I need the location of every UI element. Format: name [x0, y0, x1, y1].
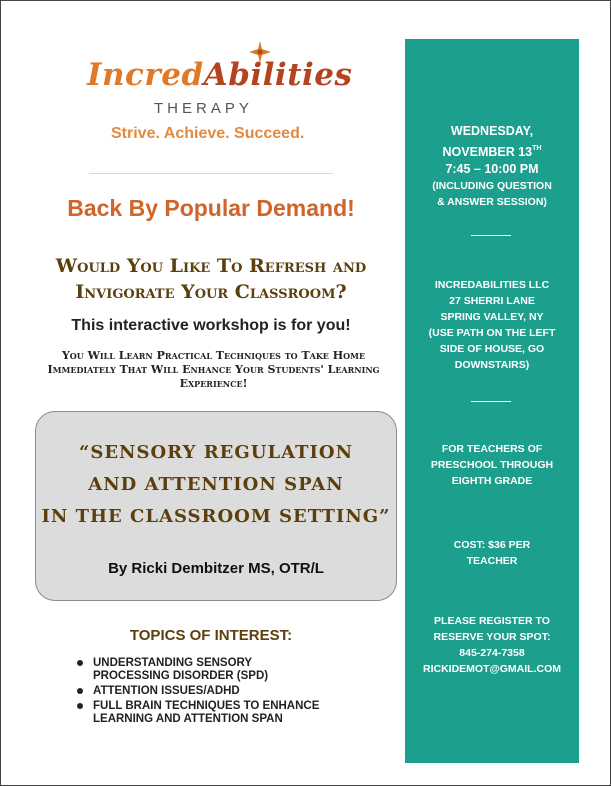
workshop-title-line-2: AND ATTENTION SPAN — [88, 474, 344, 495]
event-when — [405, 123, 579, 210]
event-note-1: (INCLUDING QUESTION — [432, 180, 552, 192]
learn-line-3: Experience! — [179, 377, 248, 390]
workshop-title-box — [35, 411, 397, 601]
logo-word-part2: Abilities — [203, 57, 353, 93]
register-line-1: PLEASE REGISTER TO — [434, 615, 550, 627]
event-audience — [405, 441, 579, 489]
register-phone: 845-274-7358 — [459, 647, 525, 659]
topic-line: ATTENTION ISSUES/ADHD — [93, 685, 240, 697]
location-line-1: INCREDABILITIES LLC — [434, 279, 550, 291]
divider — [471, 401, 511, 402]
author: By Ricki Dembitzer MS, OTR/L — [108, 560, 324, 577]
event-cost — [405, 537, 579, 569]
logo-subtitle: THERAPY — [154, 100, 253, 117]
learn-line-1: You Will Learn Practical Techniques to Take Home — [61, 349, 366, 362]
location-line-2: 27 SHERRI LANE — [449, 295, 535, 307]
cost-line-1: COST: $36 PER — [453, 539, 531, 551]
question-line-2: Invigorate Your Classroom? — [75, 281, 347, 303]
workshop-invite: This interactive workshop is for you! — [71, 317, 351, 334]
event-note-2: & ANSWER SESSION) — [437, 196, 547, 208]
topics-list — [77, 657, 417, 728]
workshop-title-line-1: “SENSORY REGULATION — [78, 442, 354, 463]
workshop-title-line-3: IN THE CLASSROOM SETTING” — [41, 506, 391, 527]
audience-line-1: FOR TEACHERS OF — [441, 443, 543, 455]
event-date — [405, 140, 579, 161]
info-sidebar — [405, 39, 579, 763]
bullet-icon — [77, 688, 83, 694]
topic-line: FULL BRAIN TECHNIQUES TO ENHANCE — [93, 700, 320, 712]
topic-line: LEARNING AND ATTENTION SPAN — [93, 713, 283, 725]
topic-line: UNDERSTANDING SENSORY — [93, 657, 253, 669]
audience-line-3: EIGHTH GRADE — [451, 475, 533, 487]
register-info — [405, 613, 579, 677]
event-location — [405, 277, 579, 373]
divider — [471, 235, 511, 236]
topic-line: PROCESSING DISORDER (SPD) — [93, 670, 269, 682]
location-line-5: SIDE OF HOUSE, GO — [439, 343, 545, 355]
audience-line-2: PRESCHOOL THROUGH — [430, 459, 554, 471]
topics-heading: TOPICS OF INTEREST: — [129, 627, 293, 644]
cost-line-2: TEACHER — [466, 555, 518, 567]
logo-wordmark — [87, 57, 353, 93]
location-line-4: (USE PATH ON THE LEFT — [428, 327, 556, 339]
location-line-6: DOWNSTAIRS) — [454, 359, 530, 371]
register-email: RICKIDEMOT@GMAIL.COM — [423, 663, 561, 675]
bullet-icon — [77, 703, 83, 709]
question-line-1: Would You Like To Refresh and — [55, 255, 367, 277]
event-time: 7:45 – 10:00 PM — [445, 162, 539, 176]
list-item — [77, 685, 417, 698]
location-line-3: SPRING VALLEY, NY — [440, 311, 544, 323]
event-day: WEDNESDAY, — [450, 124, 534, 138]
event-date-text: NOVEMBER 13 — [442, 145, 533, 159]
bullet-icon — [77, 660, 83, 666]
list-item — [77, 700, 417, 726]
learn-line-2: Immediately That Will Enhance Your Students' Learning — [47, 363, 380, 376]
learn-text — [41, 349, 386, 391]
logo-tagline: Strive. Achieve. Succeed. — [111, 125, 305, 142]
logo — [51, 41, 351, 151]
divider — [89, 173, 333, 174]
list-item — [77, 657, 417, 683]
event-date-suffix: TH — [532, 145, 542, 152]
logo-word-part1: Incred — [87, 57, 204, 93]
headline: Back By Popular Demand! — [67, 195, 355, 221]
register-line-2: RESERVE YOUR SPOT: — [433, 631, 551, 643]
